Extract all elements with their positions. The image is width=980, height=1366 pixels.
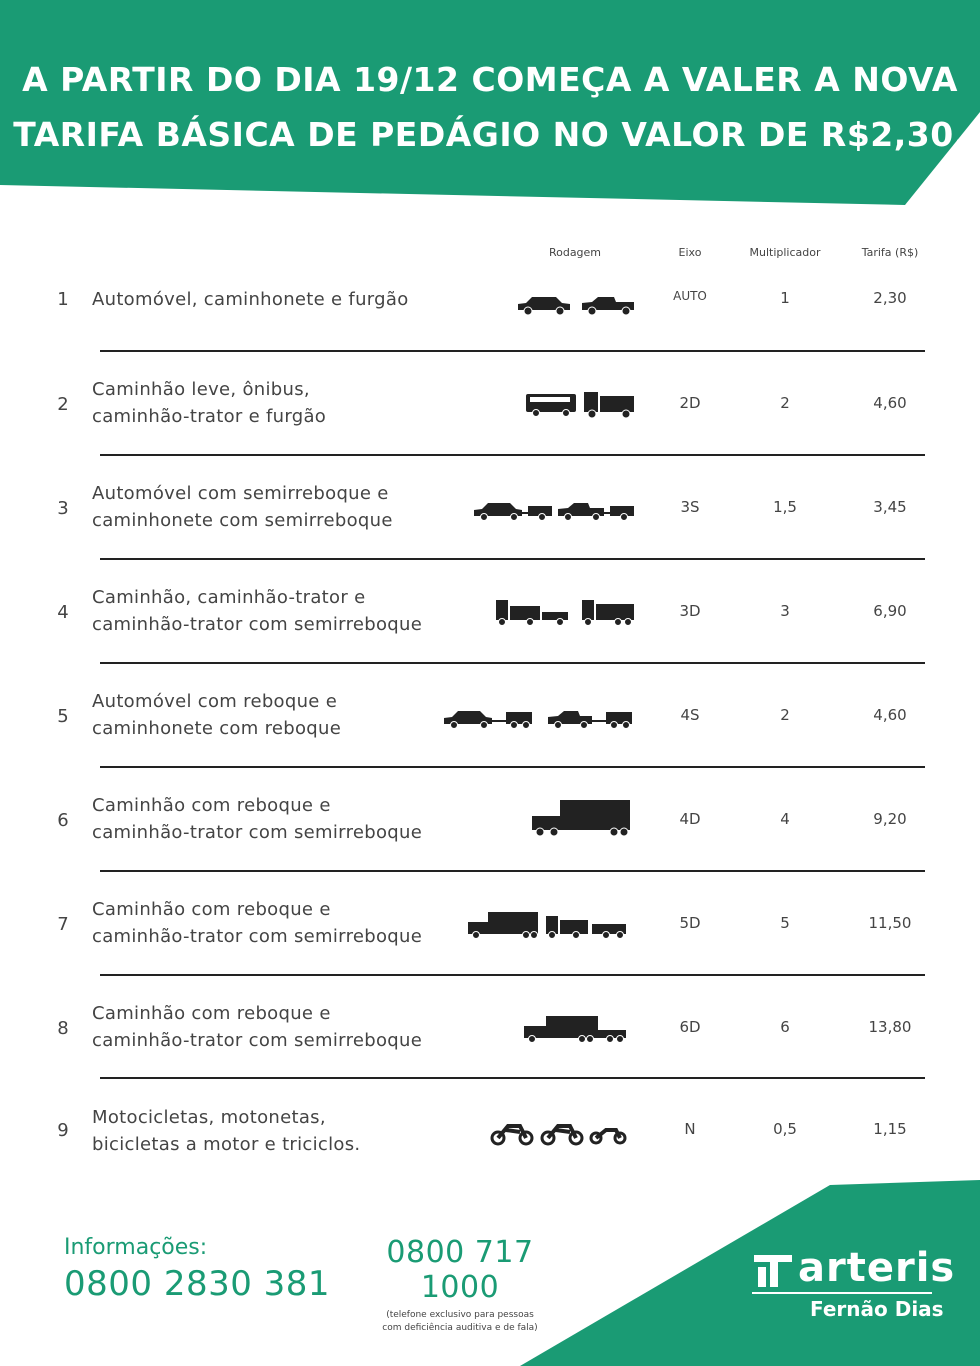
row-tarifa: 9,20 bbox=[873, 810, 907, 828]
row-description-line-1: Motocicletas, motonetas, bbox=[92, 1107, 326, 1128]
car-reboque-icons bbox=[430, 698, 640, 738]
header-rodagem: Rodagem bbox=[548, 246, 602, 259]
row-eixo: 4S bbox=[680, 706, 700, 724]
row-tarifa: 1,15 bbox=[873, 1120, 907, 1138]
row-number: 5 bbox=[57, 706, 69, 727]
row-separator bbox=[100, 870, 925, 872]
truck-icons bbox=[430, 594, 640, 634]
table-header bbox=[0, 246, 980, 266]
row-number: 4 bbox=[57, 602, 69, 623]
row-tarifa: 3,45 bbox=[873, 498, 907, 516]
row-description-line-2: bicicletas a motor e triciclos. bbox=[92, 1134, 361, 1155]
row-multiplicador: 4 bbox=[780, 810, 790, 828]
row-description-line-1: Automóvel com reboque e bbox=[92, 691, 338, 712]
table-row bbox=[0, 688, 980, 792]
row-number: 2 bbox=[57, 394, 69, 415]
row-separator bbox=[100, 558, 925, 560]
info-phone: 0800 2830 381 bbox=[64, 1264, 331, 1304]
table-row bbox=[0, 792, 980, 896]
deaf-note-line-1: (telefone exclusivo para pessoas bbox=[386, 1310, 534, 1320]
row-multiplicador: 2 bbox=[780, 706, 790, 724]
row-description-line-1: Automóvel, caminhonete e furgão bbox=[92, 289, 409, 310]
info-contact bbox=[64, 1235, 330, 1304]
table-row bbox=[0, 376, 980, 480]
row-description-line-2: caminhão-trator com semirreboque bbox=[92, 926, 423, 947]
row-description bbox=[92, 480, 472, 534]
row-description bbox=[92, 1000, 472, 1054]
row-description bbox=[92, 896, 472, 950]
row-description-line-2: caminhão-trator com semirreboque bbox=[92, 822, 423, 843]
row-number: 1 bbox=[57, 289, 69, 310]
row-description-line-1: Automóvel com semirreboque e bbox=[92, 483, 389, 504]
row-description-line-2: caminhão-trator com semirreboque bbox=[92, 1030, 423, 1051]
row-tarifa: 2,30 bbox=[873, 289, 907, 307]
row-multiplicador: 6 bbox=[780, 1018, 790, 1036]
row-separator bbox=[100, 974, 925, 976]
row-separator bbox=[100, 454, 925, 456]
row-description bbox=[92, 286, 472, 313]
row-separator bbox=[100, 662, 925, 664]
row-eixo: 3S bbox=[680, 498, 700, 516]
row-description-line-2: caminhão-trator e furgão bbox=[92, 406, 327, 427]
row-multiplicador: 1 bbox=[780, 289, 790, 307]
row-number: 6 bbox=[57, 810, 69, 831]
row-eixo: N bbox=[684, 1120, 696, 1138]
row-description-line-1: Caminhão leve, ônibus, bbox=[92, 379, 310, 400]
car-trailer-icons bbox=[430, 490, 640, 530]
row-description-line-1: Caminhão com reboque e bbox=[92, 795, 331, 816]
row-separator bbox=[100, 766, 925, 768]
row-description-line-1: Caminhão com reboque e bbox=[92, 899, 331, 920]
row-eixo: 2D bbox=[679, 394, 701, 412]
row-number: 8 bbox=[57, 1018, 69, 1039]
logo-divider bbox=[752, 1292, 932, 1294]
row-multiplicador: 5 bbox=[780, 914, 790, 932]
header-tarifa: Tarifa (R$) bbox=[861, 246, 919, 259]
header-eixo: Eixo bbox=[678, 246, 702, 259]
semi-truck-icon bbox=[430, 798, 640, 838]
row-multiplicador: 2 bbox=[780, 394, 790, 412]
table-row bbox=[0, 1000, 980, 1104]
row-separator bbox=[100, 1077, 925, 1079]
row-description-line-1: Caminhão, caminhão-trator e bbox=[92, 587, 366, 608]
deaf-phone: 0800 717 1000 bbox=[386, 1235, 534, 1305]
logo-subtitle: Fernão Dias bbox=[810, 1297, 944, 1321]
long-truck-icons bbox=[430, 904, 640, 944]
row-number: 9 bbox=[57, 1120, 69, 1141]
headline-line-1: A PARTIR DO DIA 19/12 COMEÇA A VALER A NOVA bbox=[22, 60, 958, 99]
row-multiplicador: 0,5 bbox=[773, 1120, 797, 1138]
table-row bbox=[0, 480, 980, 584]
row-description-line-2: caminhonete com semirreboque bbox=[92, 510, 393, 531]
row-description bbox=[92, 792, 472, 846]
table-row bbox=[0, 284, 980, 388]
row-multiplicador: 3 bbox=[780, 602, 790, 620]
row-description bbox=[92, 584, 472, 638]
logo-name: arteris bbox=[798, 1245, 956, 1291]
row-tarifa: 13,80 bbox=[868, 1018, 912, 1036]
info-label: Informações: bbox=[64, 1235, 208, 1260]
semi-trailer-icon bbox=[430, 1008, 640, 1048]
row-tarifa: 6,90 bbox=[873, 602, 907, 620]
row-tarifa: 4,60 bbox=[873, 706, 907, 724]
bus-truck-icons bbox=[430, 386, 640, 426]
row-number: 3 bbox=[57, 498, 69, 519]
row-eixo: 6D bbox=[679, 1018, 701, 1036]
row-eixo: 4D bbox=[679, 810, 701, 828]
row-description-line-2: caminhão-trator com semirreboque bbox=[92, 614, 423, 635]
motorcycle-icons bbox=[430, 1110, 640, 1150]
row-description bbox=[92, 1104, 472, 1158]
row-description bbox=[92, 376, 472, 430]
row-description bbox=[92, 688, 472, 742]
table-row bbox=[0, 896, 980, 1000]
row-tarifa: 4,60 bbox=[873, 394, 907, 412]
row-description-line-2: caminhonete com reboque bbox=[92, 718, 342, 739]
header-multiplicador: Multiplicador bbox=[749, 246, 821, 259]
row-eixo: 3D bbox=[679, 602, 701, 620]
row-multiplicador: 1,5 bbox=[773, 498, 797, 516]
row-number: 7 bbox=[57, 914, 69, 935]
table-row bbox=[0, 584, 980, 688]
deaf-note-line-2: com deficiência auditiva e de fala) bbox=[382, 1323, 538, 1333]
row-eixo: AUTO bbox=[673, 289, 707, 303]
headline bbox=[0, 52, 980, 162]
car-icons bbox=[430, 286, 640, 326]
headline-line-2: TARIFA BÁSICA DE PEDÁGIO NO VALOR DE R$2,30. bbox=[13, 115, 967, 154]
row-tarifa: 11,50 bbox=[868, 914, 912, 932]
deaf-contact bbox=[345, 1235, 575, 1335]
row-eixo: 5D bbox=[679, 914, 701, 932]
row-description-line-1: Caminhão com reboque e bbox=[92, 1003, 331, 1024]
row-separator bbox=[100, 350, 925, 352]
arteris-mark-icon bbox=[752, 1251, 794, 1291]
